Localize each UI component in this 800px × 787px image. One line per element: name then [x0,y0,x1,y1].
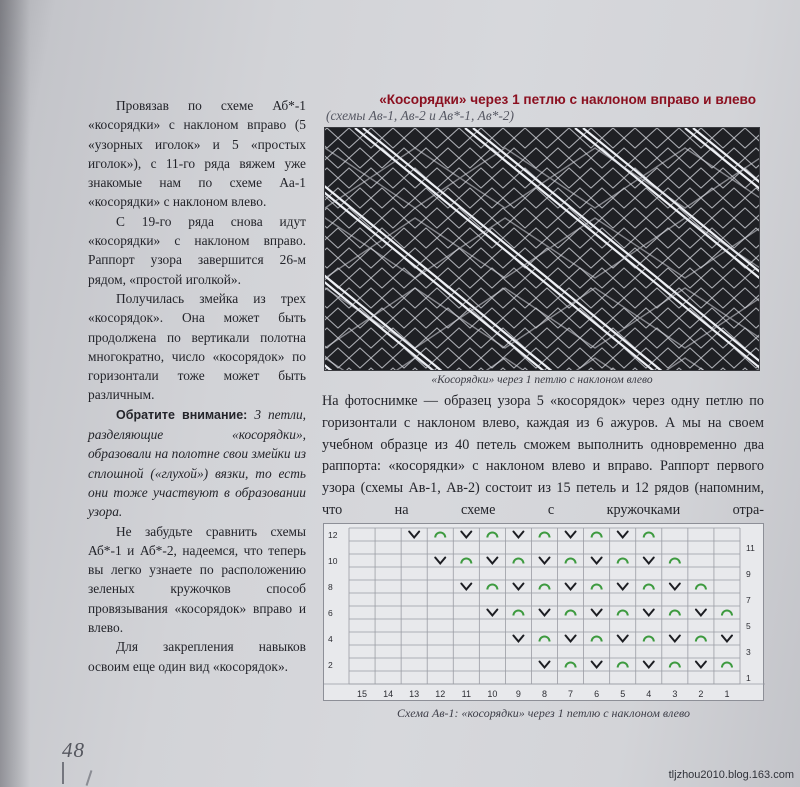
decrease-symbol [487,558,497,564]
yarn-over-symbol [487,585,497,590]
knitting-chart-grid [324,524,765,702]
yarn-over-symbol [540,585,550,590]
column-number: 13 [409,689,420,699]
yarn-over-symbol [722,663,732,668]
column-number: 7 [568,689,574,699]
column-number: 4 [646,689,652,699]
yarn-over-symbol [696,585,706,590]
yarn-over-symbol [644,533,654,538]
yarn-over-symbol [592,637,602,642]
yarn-over-symbol [566,663,576,668]
paragraph-1: Провязав по схеме Аб*-1 «косорядки» с наклоном вправо (5 «узорных иголок» и 5 «простых иголок»), с 11-го ряда вяжем уже знакомые нам по схеме Аа-1 «косорядки» с наклоном влево. [88,98,306,210]
scheme-caption: Схема Ав-1: «косорядки» через 1 петлю с наклоном влево [396,706,691,720]
decrease-symbol [540,558,550,564]
yarn-over-symbol [592,585,602,590]
decrease-symbol [722,636,732,642]
decrease-symbol [566,584,576,590]
page-number: 48 [62,738,85,762]
yarn-over-symbol [722,611,732,616]
decrease-symbol [566,532,576,538]
yarn-over-symbol [618,559,628,564]
row-number-right: 3 [746,646,751,657]
yarn-over-symbol [670,663,680,668]
row-number-right: 5 [746,620,751,631]
section-title: «Косорядки» через 1 петлю с наклоном вправо и влево [379,92,756,107]
row-number-left: 10 [328,555,338,566]
decrease-symbol [670,636,680,642]
decrease-symbol [409,532,419,538]
row-number-left: 4 [328,633,333,644]
row-number-left: 2 [328,659,333,670]
row-number-left: 8 [328,581,333,592]
yarn-over-symbol [618,611,628,616]
column-number: 14 [383,689,394,699]
column-number: 8 [541,689,548,699]
body-text: На фотоснимке — образец узора 5 «косорядок» через одну петлю по горизонтали с наклоном влево, каждая из 6 ажуров. А мы на своем учебном образце из 40 петель сможем выполнить одновременно два раппорта: «косорядки» с наклоном влево и вправо. Раппорт первого узора (схемы Ав-1, Ав-2) состоит из 15 петель и 12 рядов (напомним, что на схеме с кружочками отра- [322,393,764,518]
decrease-symbol [513,584,523,590]
yarn-over-symbol [618,663,628,668]
column-number: 1 [724,689,730,699]
decrease-symbol [592,610,602,616]
column-number: 5 [620,689,626,699]
folio-mark-slash [86,770,93,786]
yarn-over-symbol [487,533,497,538]
yarn-over-symbol [566,611,576,616]
yarn-over-symbol [670,611,680,616]
decrease-symbol [540,610,550,616]
row-number-right: 1 [746,672,751,683]
row-number-right: 11 [746,542,755,553]
yarn-over-symbol [592,533,602,538]
folio-mark [62,762,64,784]
yarn-over-symbol [461,559,471,564]
decrease-symbol [566,636,576,642]
page-gutter-shadow [0,0,30,787]
decrease-symbol [592,558,602,564]
decrease-symbol [618,532,628,538]
yarn-over-symbol [435,533,445,538]
decrease-symbol [461,584,471,590]
yarn-over-symbol [644,585,654,590]
attention-text: 3 петли, разделяющие «косорядки», образовали на полотне свои змейки из сплошной («глухой») вязки, то есть они тоже участвуют в образовании узора. [88,406,306,520]
decrease-symbol [670,584,680,590]
decrease-symbol [644,662,654,668]
lace-mesh [325,128,760,371]
column-number: 6 [594,689,600,699]
decrease-symbol [487,610,497,616]
yarn-over-symbol [644,637,654,642]
decrease-symbol [644,610,654,616]
section-subtitle: (схемы Ав-1, Ав-2 и Ав*-1, Ав*-2) [326,108,514,123]
yarn-over-symbol [696,637,706,642]
yarn-over-symbol [513,559,523,564]
paragraph-6: Для закрепления навыков освоим еще один вид «косорядок». [88,639,306,674]
yarn-over-symbol [540,533,550,538]
decrease-symbol [696,662,706,668]
paragraph-5: Не забудьте сравнить схемы Аб*-1 и Аб*-2, надеемся, что теперь вы легко узнаете по расположению зеленых кружочков способ провязывания «косорядок» вправо и влево. [88,523,306,636]
decrease-symbol [644,558,654,564]
yarn-over-symbol [670,559,680,564]
knitting-chart [323,523,764,701]
decrease-symbol [592,662,602,668]
yarn-over-symbol [513,611,523,616]
column-number: 11 [461,689,471,699]
row-number-left: 6 [328,607,333,618]
left-text-column [88,96,306,676]
lace-photo [324,127,760,371]
column-number: 2 [698,689,704,699]
column-number: 12 [435,689,446,699]
column-number: 3 [672,689,678,699]
photo-caption: «Косорядки» через 1 петлю с наклоном влево [431,374,653,386]
decrease-symbol [618,636,628,642]
decrease-symbol [435,558,445,564]
lace-photo-image [325,128,760,371]
decrease-symbol [618,584,628,590]
attention-paragraph [88,405,306,522]
decrease-symbol [540,662,550,668]
column-number: 10 [487,689,498,699]
attention-title: Обратите внимание: [116,407,248,422]
column-number: 15 [357,689,368,699]
watermark: tljzhou2010.blog.163.com [668,769,794,781]
decrease-symbol [513,532,523,538]
paragraph-2: С 19-го ряда снова идут «косорядки» с наклоном вправо. Раппорт узора завершится 26-м рядом, «простой иголкой». [88,213,306,287]
row-number-right: 7 [746,594,751,605]
decrease-symbol [513,636,523,642]
row-number-left: 12 [328,529,338,540]
yarn-over-symbol [540,637,550,642]
decrease-symbol [696,610,706,616]
yarn-over-symbol [566,559,576,564]
decrease-symbol [461,532,471,538]
row-number-right: 9 [746,568,751,579]
column-number: 9 [515,689,521,699]
paragraph-3: Получилась змейка из трех «косорядок». Она может быть продолжена по вертикали полотна многократно, число «косорядок» по горизонтали тоже может быть различным. [88,290,306,403]
